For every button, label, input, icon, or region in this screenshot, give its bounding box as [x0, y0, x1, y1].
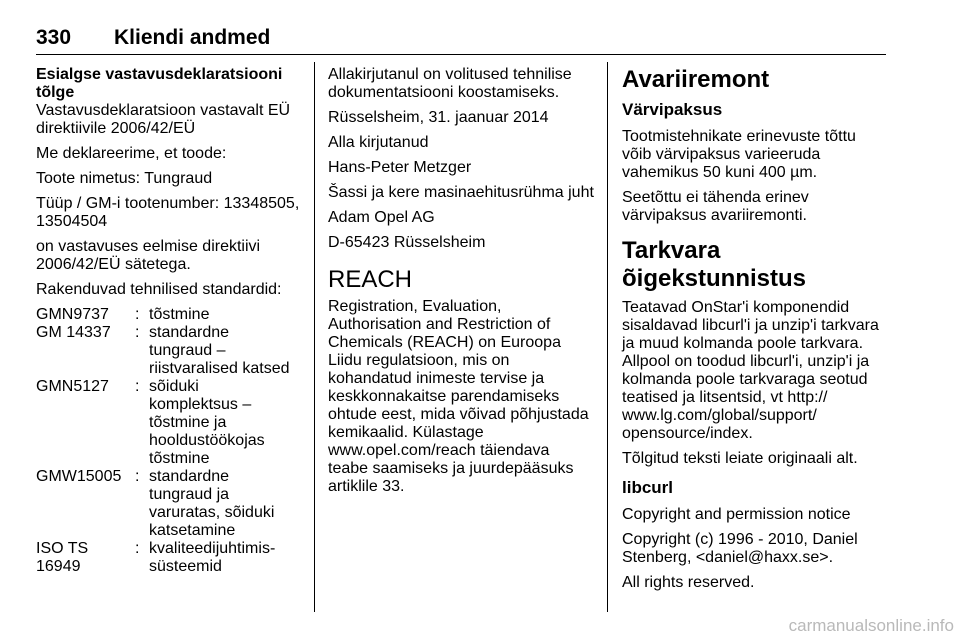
- column-middle: [328, 66, 600, 503]
- standard-code: GM 14337: [36, 324, 111, 341]
- standards-table: [36, 306, 306, 576]
- standard-desc: tõstmine: [149, 306, 210, 323]
- watermark: carmanualsonline.info: [788, 616, 954, 635]
- standards-row: [36, 306, 306, 324]
- standard-desc: standardne tungraud ja varuratas, sõiduki katsetamine: [149, 468, 275, 539]
- section-heading: Tarkvara õigekstunnistus: [622, 237, 807, 292]
- paragraph: Toote nimetus: Tungraud: [36, 170, 213, 187]
- paragraph: Adam Opel AG: [328, 209, 435, 226]
- paragraph: on vastavuses eelmise direktiivi 2006/42/EÜ sätetega.: [36, 238, 261, 273]
- standards-row: [36, 540, 306, 576]
- separator: :: [135, 378, 140, 395]
- standard-code: GMW15005: [36, 468, 122, 485]
- page-header: [36, 26, 886, 55]
- paragraph: Me deklareerime, et toode:: [36, 145, 227, 162]
- subsection-heading: libcurl: [622, 478, 674, 497]
- paragraph: Allakirjutanul on volitused tehnilise dokumentatsiooni koostamiseks.: [328, 66, 572, 101]
- separator: :: [135, 306, 140, 323]
- column-divider: [607, 62, 608, 612]
- subsection-heading: Värvipaksus: [622, 100, 723, 119]
- standard-desc: kvaliteedijuhtimis- süsteemid: [149, 540, 276, 575]
- paragraph: Šassi ja kere masinaehitusrühma juht: [328, 184, 594, 201]
- paragraph: Hans-Peter Metzger: [328, 159, 472, 176]
- standard-desc: sõiduki komplektsus – tõstmine ja hooldustöökojas tõstmine: [149, 378, 265, 467]
- paragraph: Tüüp / GM-i tootenumber: 13348505, 13504504: [36, 195, 300, 230]
- paragraph: Tõlgitud teksti leiate originaali alt.: [622, 450, 858, 467]
- standards-row: [36, 324, 306, 378]
- paragraph: Teatavad OnStar'i komponendid sisaldavad libcurl'i ja unzip'i tarkvara ja muud kolmanda poole tarkvara. Allpool on toodud libcurl'i, unzip'i ja kolmanda poole tarkvaraga seotud teatised ja litsentsid, vt http:// www.lg.com/global/support/ opensource/index.: [622, 299, 879, 442]
- section-heading: Avariiremont: [622, 66, 770, 93]
- paragraph: Vastavusdeklaratsioon vastavalt EÜ direktiivile 2006/42/EÜ: [36, 102, 291, 137]
- paragraph: Rakenduvad tehnilised standardid:: [36, 281, 282, 298]
- standard-desc: standardne tungraud – riistvaralised katsed: [149, 324, 290, 377]
- standards-row: [36, 468, 306, 540]
- standards-row: [36, 378, 306, 468]
- chapter-title: Kliendi andmed: [114, 26, 271, 49]
- paragraph: Rüsselsheim, 31. jaanuar 2014: [328, 109, 549, 126]
- paragraph: Tootmistehnikate erinevuste tõttu võib värvipaksus varieeruda vahemikus 50 kuni 400 µm.: [622, 128, 856, 181]
- declaration-heading: Esialgse vastavusdeklaratsiooni tõlge: [36, 66, 283, 101]
- paragraph: Alla kirjutanud: [328, 134, 429, 151]
- column-divider: [314, 62, 315, 612]
- column-right: [622, 66, 888, 599]
- paragraph: Seetõttu ei tähenda erinev värvipaksus avariiremonti.: [622, 189, 809, 224]
- reach-heading: REACH: [328, 266, 413, 293]
- paragraph: D-65423 Rüsselsheim: [328, 234, 486, 251]
- standard-code: GMN5127: [36, 378, 109, 395]
- separator: :: [135, 324, 140, 341]
- paragraph: Copyright (c) 1996 - 2010, Daniel Stenberg, <daniel@haxx.se>.: [622, 531, 858, 566]
- page-number: 330: [36, 26, 72, 49]
- paragraph: Copyright and permission notice: [622, 506, 851, 523]
- reach-text: Registration, Evaluation, Authorisation and Restriction of Chemicals (REACH) on Euroopa Liidu regulatsioon, mis on kohandatud inimeste tervise ja keskkonnakaitse parendamiseks ohtude eest, mida võivad põhjustada kemikaalid. Külastage www.opel.com/reach täiendava teabe saamiseks ja juurdepääsuks artiklile 33.: [328, 298, 589, 495]
- column-left: [36, 66, 304, 576]
- separator: :: [135, 468, 140, 485]
- paragraph: All rights reserved.: [622, 574, 755, 591]
- separator: :: [135, 540, 140, 557]
- standard-code: ISO TS 16949: [36, 540, 89, 575]
- standard-code: GMN9737: [36, 306, 109, 323]
